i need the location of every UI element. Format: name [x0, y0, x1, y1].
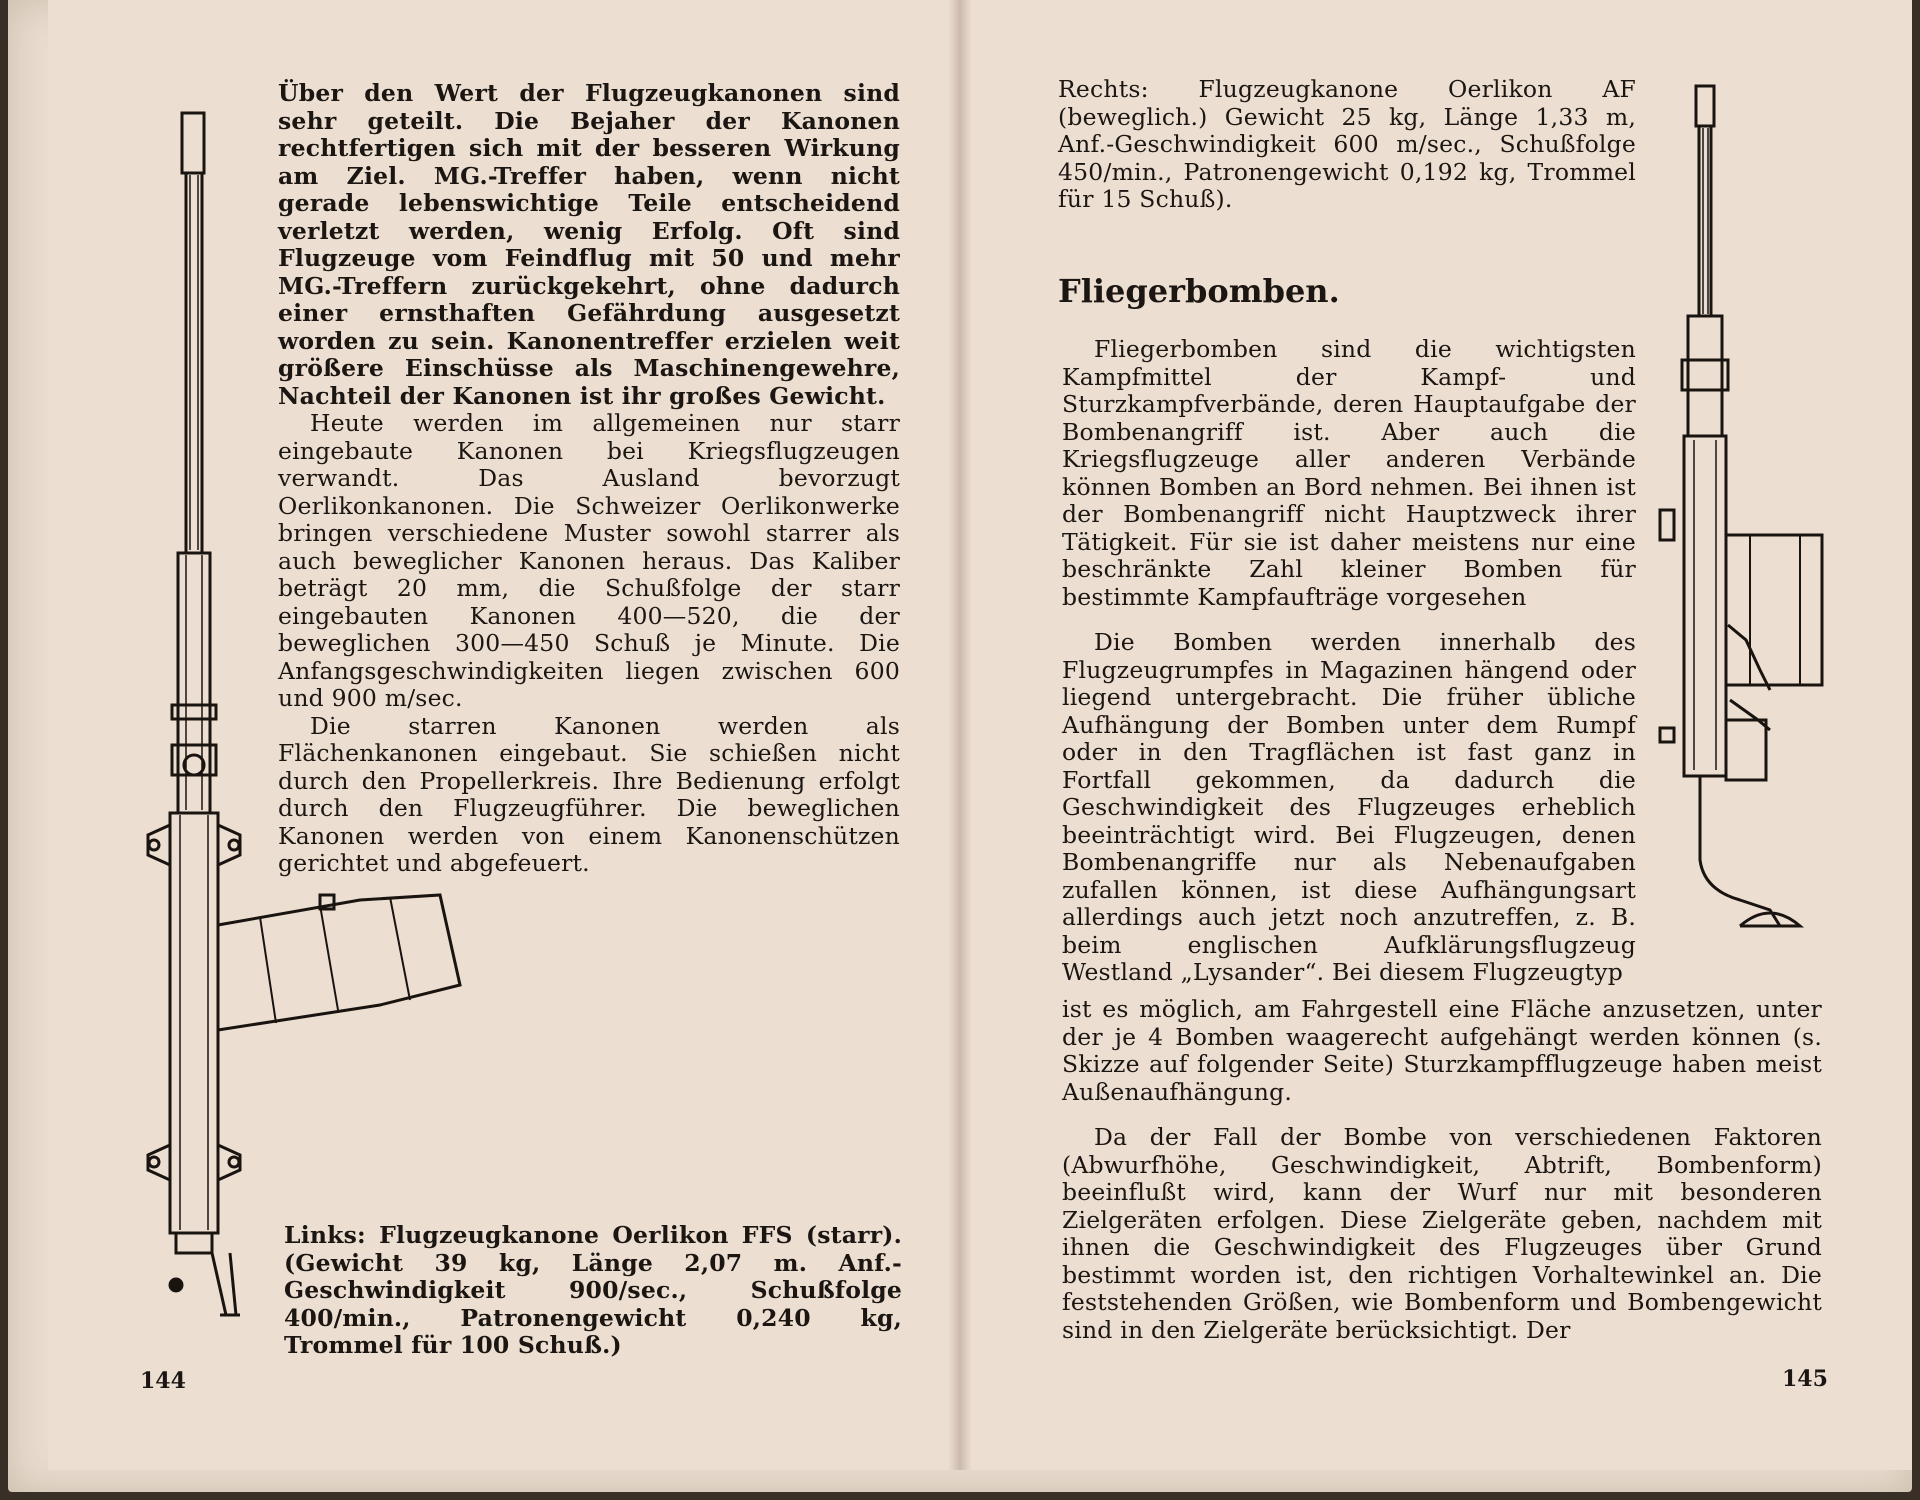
left-caption-text: Links: Flugzeugkanone Oerlikon FFS (starr). (Gewicht 39 kg, Länge 2,07 m. Anf.-Geschwindigkeit 900/sec., Schußfolge 400/min., Patronengewicht 0,240 kg, Trommel für 100 Schuß.) — [284, 1221, 902, 1359]
right-page-number: 145 — [1782, 1366, 1828, 1392]
right-caption — [1058, 76, 1636, 214]
left-caption — [284, 1222, 902, 1360]
left-paragraph-2: Heute werden im allgemeinen nur starr eingebaute Kanonen bei Kriegsflugzeugen verwandt. Das Ausland bevorzugt Oerlikonkanonen. Die Schweizer Oerlikonwerke bringen verschiedene Muster sowohl starrer als auch beweglicher Kanonen heraus. Das Kaliber beträgt 20 mm, die Schußfolge der starr eingebauten Kanonen 400—520, die der beweglichen 300—450 Schuß je Minute. Die Anfangsgeschwindigkeiten liegen zwischen 600 und 900 m/sec. — [278, 409, 900, 712]
book-gutter — [948, 0, 972, 1470]
left-page-number: 144 — [140, 1368, 186, 1394]
oerlikon-af-cannon-drawing — [1640, 80, 1820, 940]
right-paragraph-2: Die Bomben werden innerhalb des Flugzeugrumpfes in Magazinen hängend oder liegend untergebracht. Die früher übliche Aufhängung der Bomben unter dem Rumpf oder in den Tragflächen ist fast ganz in Fortfall gekommen, da dadurch die Geschwindigkeit des Flugzeuges erheblich beeinträchtigt wird. Bei Flugzeugen, denen Bombenangriffe nur als Nebenaufgaben zufallen können, ist diese Aufhängungsart allerdings auch jetzt noch anzutreffen, z. B. beim englischen Aufklärungsflugzeug Westland „Lysander“. Bei diesem Flugzeugtyp — [1062, 628, 1636, 986]
right-caption-text: Rechts: Flugzeugkanone Oerlikon AF (beweglich.) Gewicht 25 kg, Länge 1,33 m, Anf.-Geschwindigkeit 600 m/sec., Schußfolge 450/min., Patronengewicht 0,192 kg, Trommel für 15 Schuß). — [1058, 75, 1636, 213]
left-body-text — [278, 80, 900, 878]
right-paragraph-3: Da der Fall der Bombe von verschiedenen Faktoren (Abwurfhöhe, Geschwindigkeit, Abtrift, Bombenform) beeinflußt wird, kann der Wurf nur mit besonderen Zielgeräten erfolgen. Diese Zielgeräte geben, nachdem mit ihnen die Geschwindigkeit des Flugzeuges über Grund bestimmt worden ist, den richtigen Vorhaltewinkel an. Die feststehenden Größen, wie Bombenform und Bombengewicht sind in den Zielgeräte berücksichtigt. Der — [1062, 1123, 1822, 1344]
right-body-narrow — [1062, 336, 1636, 987]
right-paragraph-1: Fliegerbomben sind die wichtigsten Kampfmittel der Kampf- und Sturzkampfverbände, deren Hauptaufgabe der Bombenangriff ist. Aber auch die Kriegsflugzeuge aller anderen Verbände können Bomben an Bord nehmen. Bei ihnen ist der Bombenangriff nicht Hauptzweck ihrer Tätigkeit. Für sie ist daher meistens nur eine beschränkte Zahl kleiner Bomben für bestimmte Kampfaufträge vorgesehen — [1062, 335, 1636, 611]
section-heading: Fliegerbomben. — [1058, 272, 1340, 310]
right-paragraph-2-continued: ist es möglich, am Fahrgestell eine Fläche anzusetzen, unter der je 4 Bomben waagerecht aufgehängt werden können (s. Skizze auf folgender Seite) Sturzkampfflugzeuge haben meist Außenaufhängung. — [1062, 995, 1822, 1106]
left-paragraph-3: Die starren Kanonen werden als Flächenkanonen eingebaut. Sie schießen nicht durch den Propellerkreis. Ihre Bedienung erfolgt durch den Flugzeugführer. Die beweglichen Kanonen werden von einem Kanonenschützen gerichtet und abgefeuert. — [278, 711, 900, 877]
left-paragraph-1: Über den Wert der Flugzeugkanonen sind sehr geteilt. Die Bejaher der Kanonen rechtfertigen sich mit der besseren Wirkung am Ziel. MG.-Treffer haben, wenn nicht gerade lebenswichtige Teile entscheidend verletzt werden, wenig Erfolg. Oft sind Flugzeuge vom Feindflug mit 50 und mehr MG.-Treffern zurückgekehrt, ohne dadurch einer ernsthaften Gefährdung ausgesetzt worden zu sein. Kanonentreffer erzielen weit größere Einschüsse als Maschinengewehre, Nachteil der Kanonen ist ihr großes Gewicht. — [278, 79, 900, 410]
right-body-wide — [1062, 996, 1822, 1344]
